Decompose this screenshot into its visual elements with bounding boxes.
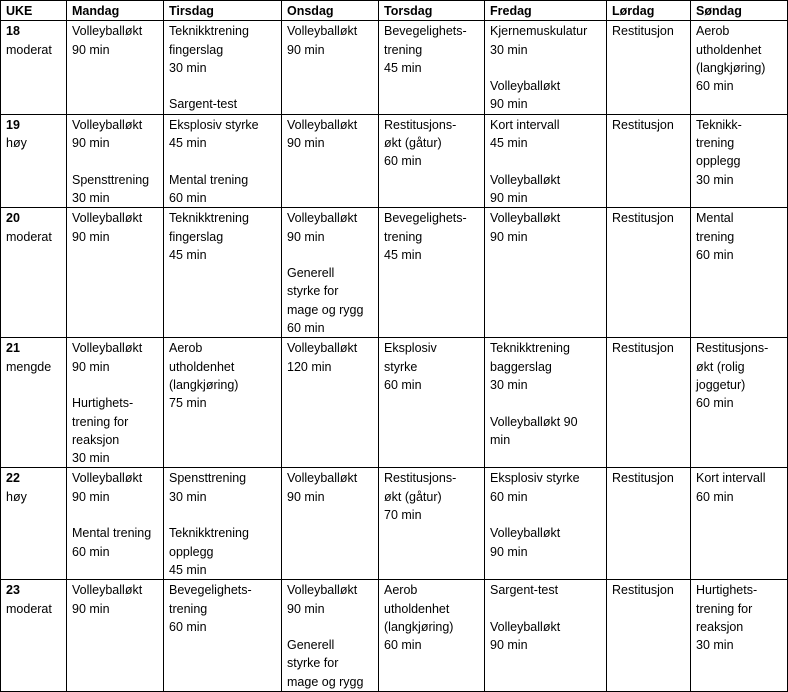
cell-mandag: Volleyballøkt 90 min Mental trening 60 min xyxy=(67,468,164,580)
table-row xyxy=(1,468,788,580)
week-number: 21 xyxy=(6,341,20,356)
cell-torsdag: Restitusjons- økt (gåtur) 70 min xyxy=(379,468,485,580)
table-row xyxy=(1,114,788,207)
cell-sondag: Hurtighets- trening for reaksjon 30 min xyxy=(691,580,788,692)
header-sondag: Søndag xyxy=(691,1,788,21)
cell-mandag: Volleyballøkt 90 min Hurtighets- trening for reaksjon 30 min xyxy=(67,338,164,468)
week-cell xyxy=(1,468,67,580)
cell-sondag: Restitusjons- økt (rolig joggetur) 60 min xyxy=(691,338,788,468)
cell-tirsdag: Eksplosiv styrke 45 min Mental trening 60 min xyxy=(164,114,282,207)
cell-fredag: Kjernemuskulatur 30 min Volleyballøkt 90 min xyxy=(485,21,607,114)
header-uke: UKE xyxy=(1,1,67,21)
cell-onsdag: Volleyballøkt 120 min xyxy=(282,338,379,468)
cell-sondag: Kort intervall 60 min xyxy=(691,468,788,580)
table-row xyxy=(1,580,788,692)
cell-onsdag: Volleyballøkt 90 min xyxy=(282,468,379,580)
cell-onsdag: Volleyballøkt 90 min Generell styrke for mage og rygg 60 min xyxy=(282,208,379,338)
cell-torsdag: Eksplosiv styrke 60 min xyxy=(379,338,485,468)
week-intensity: høy xyxy=(6,489,27,504)
cell-mandag: Volleyballøkt 90 min xyxy=(67,21,164,114)
cell-mandag: Volleyballøkt 90 min xyxy=(67,580,164,692)
cell-fredag: Teknikktrening baggerslag 30 min Volleyballøkt 90 min xyxy=(485,338,607,468)
week-number: 23 xyxy=(6,583,20,598)
header-mandag: Mandag xyxy=(67,1,164,21)
cell-torsdag: Restitusjons- økt (gåtur) 60 min xyxy=(379,114,485,207)
cell-torsdag: Bevegelighets- trening 45 min xyxy=(379,208,485,338)
week-cell xyxy=(1,580,67,692)
cell-fredag: Eksplosiv styrke 60 min Volleyballøkt 90 min xyxy=(485,468,607,580)
week-intensity: moderat xyxy=(6,229,52,244)
cell-lordag: Restitusjon xyxy=(607,21,691,114)
cell-tirsdag: Aerob utholdenhet (langkjøring) 75 min xyxy=(164,338,282,468)
week-number: 22 xyxy=(6,471,20,486)
week-intensity: mengde xyxy=(6,359,52,374)
cell-lordag: Restitusjon xyxy=(607,208,691,338)
cell-onsdag: Volleyballøkt 90 min xyxy=(282,114,379,207)
cell-torsdag: Bevegelighets- trening 45 min xyxy=(379,21,485,114)
header-torsdag: Torsdag xyxy=(379,1,485,21)
cell-lordag: Restitusjon xyxy=(607,338,691,468)
header-row xyxy=(1,1,788,21)
cell-torsdag: Aerob utholdenhet (langkjøring) 60 min xyxy=(379,580,485,692)
cell-tirsdag: Teknikktrening fingerslag 45 min xyxy=(164,208,282,338)
week-intensity: moderat xyxy=(6,42,52,57)
week-number: 20 xyxy=(6,211,20,226)
week-number: 19 xyxy=(6,117,20,132)
cell-onsdag: Volleyballøkt 90 min Generell styrke for mage og rygg xyxy=(282,580,379,692)
table-row xyxy=(1,208,788,338)
cell-fredag: Kort intervall 45 min Volleyballøkt 90 min xyxy=(485,114,607,207)
cell-onsdag: Volleyballøkt 90 min xyxy=(282,21,379,114)
cell-sondag: Aerob utholdenhet (langkjøring) 60 min xyxy=(691,21,788,114)
week-cell xyxy=(1,338,67,468)
cell-mandag: Volleyballøkt 90 min xyxy=(67,208,164,338)
cell-fredag: Sargent-test Volleyballøkt 90 min xyxy=(485,580,607,692)
week-cell xyxy=(1,208,67,338)
cell-tirsdag: Bevegelighets- trening 60 min xyxy=(164,580,282,692)
cell-mandag: Volleyballøkt 90 min Spensttrening 30 min xyxy=(67,114,164,207)
cell-lordag: Restitusjon xyxy=(607,580,691,692)
week-number: 18 xyxy=(6,24,20,39)
week-cell xyxy=(1,114,67,207)
header-lordag: Lørdag xyxy=(607,1,691,21)
cell-lordag: Restitusjon xyxy=(607,114,691,207)
table-row xyxy=(1,338,788,468)
cell-sondag: Teknikk- trening opplegg 30 min xyxy=(691,114,788,207)
cell-fredag: Volleyballøkt 90 min xyxy=(485,208,607,338)
cell-lordag: Restitusjon xyxy=(607,468,691,580)
header-tirsdag: Tirsdag xyxy=(164,1,282,21)
header-fredag: Fredag xyxy=(485,1,607,21)
cell-tirsdag: Teknikktrening fingerslag 30 min Sargent-test xyxy=(164,21,282,114)
cell-sondag: Mental trening 60 min xyxy=(691,208,788,338)
table-row xyxy=(1,21,788,114)
week-intensity: moderat xyxy=(6,601,52,616)
header-onsdag: Onsdag xyxy=(282,1,379,21)
week-cell xyxy=(1,21,67,114)
cell-tirsdag: Spensttrening 30 min Teknikktrening opplegg 45 min xyxy=(164,468,282,580)
week-intensity: høy xyxy=(6,136,27,151)
